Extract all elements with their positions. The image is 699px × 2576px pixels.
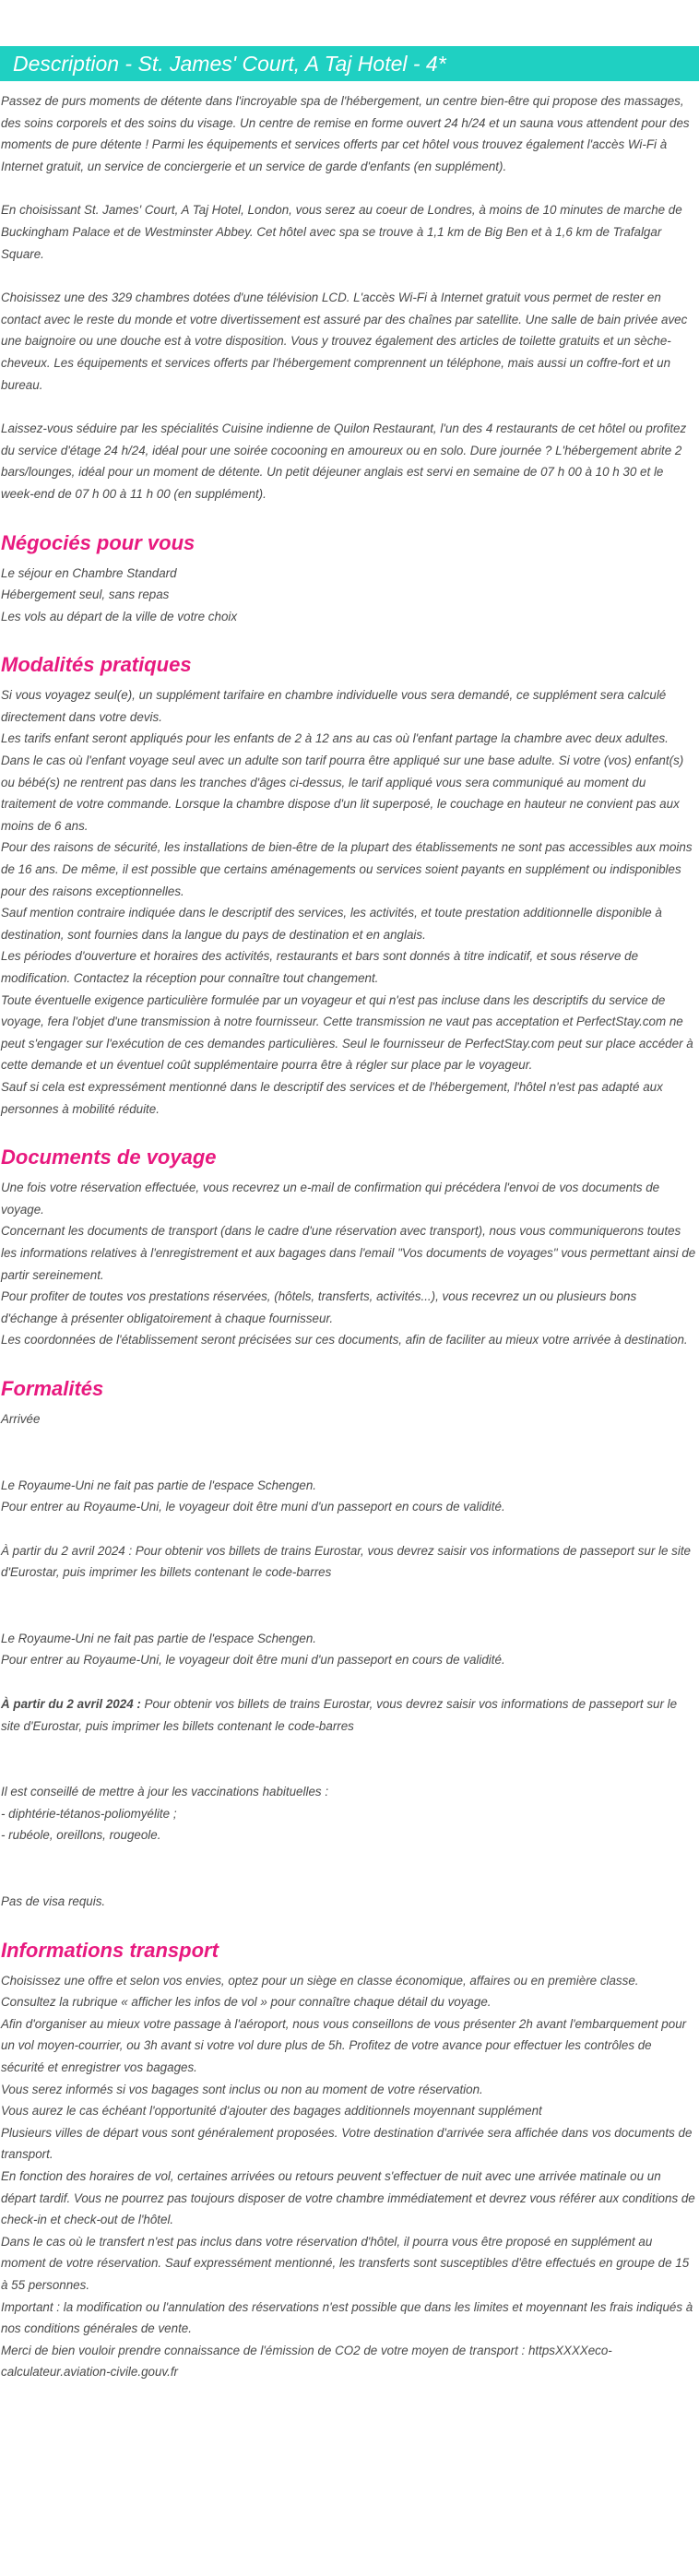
modalites-line: Les périodes d'ouverture et horaires des activités, restaurants et bars sont donnés à titre indicatif, et sous réserve de modification. Contactez la réception pour connaître tout changement. [1, 949, 639, 985]
modalites-line: Si vous voyagez seul(e), un supplément tarifaire en chambre individuelle vous sera demandé, ce supplément sera calculé directement dans votre devis. [1, 688, 667, 724]
formalites-heading: Formalités [1, 1376, 104, 1400]
description-paragraph-2: En choisissant St. James' Court, A Taj Hotel, London, vous serez au coeur de Londres, à moins de 10 minutes de marche de Buckingham Palace et de Westminster Abbey. Cet hôtel avec spa se trouve à 1,1 km de Big Ben et à 1,6 km de Trafalgar Square. [1, 203, 682, 261]
modalites-line: Les tarifs enfant seront appliqués pour les enfants de 2 à 12 ans au cas où l'enfant partage la chambre avec deux adultes. Dans le cas où l'enfant voyage seul avec un adulte son tarif pourra être appliqué sur une base adulte. Si votre (vos) enfant(s) ou bébé(s) ne rentrent pas dans les tranches d'âges ci-dessus, le tarif appliqué vous sera communiqué au moment du traitement de votre commande. Lorsque la chambre dispose d'un lit superposé, le couchage en hauteur ne convient pas aux moins de 6 ans. [1, 731, 684, 833]
modalites-line: Toute éventuelle exigence particulière formulée par un voyageur et qui n'est pas incluse dans les descriptifs du service de voyage, fera l'objet d'une transmission à notre fournisseur. Cette transmission ne vaut pas acceptation et PerfectStay.com ne peut s'engager sur l'exécution de ces demandes particulières. Seul le fournisseur de PerfectStay.com peut sur place accéder à cette demande et un éventuel coût supplémentaire pourra être à régler sur place par le voyageur. [1, 992, 693, 1073]
visa-note: Pas de visa requis. [1, 1894, 106, 1909]
transport-line: Afin d'organiser au mieux votre passage à l'aéroport, nous vous conseillons de vous présenter 2h avant l'embarquement pour un vol moyen-courrier, ou 3h avant si votre vol dure plus de 5h. Profitez de votre avance pour effectuer les contrôles de sécurité et enregistrer vos bagages. [1, 2016, 687, 2074]
transport-line: En fonction des horaires de vol, certaines arrivées ou retours peuvent s'effectuer de nuit avec une arrivée matinale ou un départ tardif. Vous ne pourrez pas toujours disposer de votre chambre immédiatement et devrez vous référer aux conditions de check-in et check-out de l'hôtel. [1, 2168, 695, 2227]
documents-line: Une fois votre réservation effectuée, vous recevrez un e-mail de confirmation qui précédera l'envoi de vos documents de voyage. [1, 1181, 660, 1217]
schengen-note: Le Royaume-Uni ne fait pas partie de l'espace Schengen. [1, 1478, 316, 1492]
description-paragraph-3: Choisissez une des 329 chambres dotées d'une télévision LCD. L'accès Wi-Fi à Internet gratuit vous permet de rester en contact avec le reste du monde et votre divertissement est assuré par des chaînes par satellite. Une salle de bain privée avec une baignoire ou une douche est à votre disposition. Vous y trouvez également des articles de toilette gratuits et un sèche-cheveux. Les équipements et services offerts par l'hébergement comprennent un téléphone, mais aussi un coffre-fort et un bureau. [1, 291, 688, 392]
eurostar-note [1, 1693, 696, 1737]
passport-note: Pour entrer au Royaume-Uni, le voyageur doit être muni d'un passeport en cours de validité. [1, 1653, 505, 1668]
hotel-title-banner: Description - St. James' Court, A Taj Hotel - 4* [0, 46, 699, 81]
vaccination-item: - diphtérie-tétanos-poliomyélite ; [1, 1806, 177, 1821]
modalites-line: Sauf mention contraire indiquée dans le descriptif des services, les activités, et toute prestation additionnelle disponible à destination, sont fournies dans la langue du pays de destination et en anglais. [1, 906, 662, 942]
modalites-line: Pour des raisons de sécurité, les installations de bien-être de la plupart des établissements ne sont pas accessibles aux moins de 16 ans. De même, il est possible que certains aménagements ou services soient payants en supplément ou indisponibles pour des raisons exceptionnelles. [1, 840, 693, 898]
transport-line: Plusieurs villes de départ vous sont généralement proposées. Votre destination d'arrivée sera affichée dans vos documents de transport. [1, 2125, 693, 2162]
content [0, 81, 699, 2383]
documents-line: Les coordonnées de l'établissement seront précisées sur ces documents, afin de faciliter au mieux votre arrivée à destination. [1, 1333, 688, 1347]
vaccination-note: Il est conseillé de mettre à jour les vaccinations habituelles : [1, 1785, 329, 1799]
transport-line: Vous serez informés si vos bagages sont inclus ou non au moment de votre réservation. [1, 2082, 483, 2096]
vaccination-item: - rubéole, oreillons, rougeole. [1, 1828, 161, 1843]
transport-line: Merci de bien vouloir prendre connaissance de l'émission de CO2 de votre moyen de transport : httpsXXXXeco-calculateur.aviation-civile.gouv.fr [1, 2343, 612, 2380]
description-paragraph-4: Laissez-vous séduire par les spécialités Cuisine indienne de Quilon Restaurant, l'un des 4 restaurants de cet hôtel ou profitez du service d'étage 24 h/24, idéal pour une soirée cocooning en amoureux ou en solo. Dure journée ? L'hébergement abrite 2 bars/lounges, idéal pour un moment de détente. Un petit déjeuner anglais est servi en semaine de 07 h 00 à 10 h 30 et le week-end de 07 h 00 à 11 h 00 (en supplément). [1, 421, 687, 501]
transport-line: Important : la modification ou l'annulation des réservations n'est possible que dans les limites et moyennant les frais indiqués à nos conditions générales de vente. [1, 2299, 693, 2336]
eurostar-note: À partir du 2 avril 2024 : Pour obtenir vos billets de trains Eurostar, vous devrez saisir vos informations de passeport sur le site d'Eurostar, puis imprimer les billets contenant le code-barres [1, 1543, 691, 1580]
documents-line: Concernant les documents de transport (dans le cadre d'une réservation avec transport), nous vous communiquerons toutes les informations relatives à l'enregistrement et aux bagages dans l'email "Vos documents de voyages" vous permettant ainsi de partir sereinement. [1, 1224, 696, 1282]
formalites-arrivee: Arrivée [1, 1411, 41, 1426]
eurostar-date: À partir du 2 avril 2024 : [1, 1697, 141, 1712]
negocies-item: Hébergement seul, sans repas [1, 588, 170, 602]
negocies-item: Le séjour en Chambre Standard [1, 565, 177, 580]
transport-line: Consultez la rubrique « afficher les infos de vol » pour connaître chaque détail du voyage. [1, 1995, 492, 2010]
documents-line: Pour profiter de toutes vos prestations réservées, (hôtels, transferts, activités...), vous recevrez un ou plusieurs bons d'échange à présenter obligatoirement à chaque fournisseur. [1, 1289, 637, 1325]
modalites-line: Sauf si cela est expressément mentionné dans le descriptif des services et de l'hébergement, l'hôtel n'est pas adapté aux personnes à mobilité réduite. [1, 1079, 663, 1116]
modalites-heading: Modalités pratiques [1, 653, 192, 677]
negocies-item: Les vols au départ de la ville de votre choix [1, 609, 238, 623]
transport-line: Vous aurez le cas échéant l'opportunité d'ajouter des bagages additionnels moyennant supplément [1, 2104, 542, 2119]
transport-line: Dans le cas où le transfert n'est pas inclus dans votre réservation d'hôtel, il pourra vous être proposé en supplément au moment de votre réservation. Sauf expressément mentionné, les transferts sont susceptibles d'être effectués en groupe de 15 à 55 personnes. [1, 2234, 690, 2292]
page [0, 46, 699, 2383]
transport-line: Choisissez une offre et selon vos envies, optez pour un siège en classe économique, affaires ou en première classe. [1, 1973, 639, 1988]
eurostar-text: Pour obtenir vos billets de trains Eurostar, vous devrez saisir vos informations de passeport sur le site d'Eurostar, puis imprimer les billets contenant le code-barres [1, 1697, 678, 1733]
negocies-heading: Négociés pour vous [1, 530, 195, 554]
description-paragraph-1: Passez de purs moments de détente dans l'incroyable spa de l'hébergement, un centre bien-être qui propose des massages, des soins corporels et des soins du visage. Un centre de remise en forme ouvert 24 h/24 et un sauna vous attendent pour des moments de pure détente ! Parmi les équipements et services offerts par cet hôtel vous trouvez également l'accès Wi-Fi à Internet gratuit, un service de conciergerie et un service de garde d'enfants (en supplément). [1, 94, 690, 173]
transport-heading: Informations transport [1, 1938, 219, 1962]
documents-heading: Documents de voyage [1, 1146, 217, 1169]
passport-note: Pour entrer au Royaume-Uni, le voyageur doit être muni d'un passeport en cours de validité. [1, 1500, 505, 1514]
schengen-note: Le Royaume-Uni ne fait pas partie de l'espace Schengen. [1, 1631, 316, 1645]
